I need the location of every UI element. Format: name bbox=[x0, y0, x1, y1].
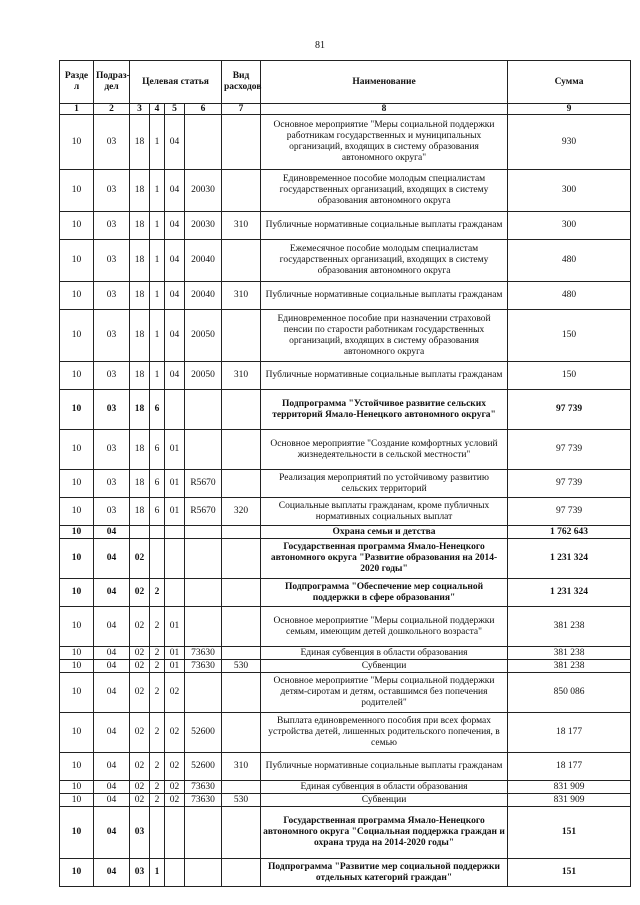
podrazdel-cell: 03 bbox=[94, 430, 130, 470]
name-cell: Субвенции bbox=[261, 794, 508, 807]
program-code-cell: 02 bbox=[130, 673, 150, 713]
razdel-cell: 10 bbox=[60, 240, 94, 282]
direction-code-cell bbox=[185, 859, 222, 887]
podrazdel-cell: 04 bbox=[94, 660, 130, 673]
table-row bbox=[60, 526, 631, 539]
direction-code-cell: 20030 bbox=[185, 212, 222, 240]
table-row bbox=[60, 859, 631, 887]
program-code-cell: 02 bbox=[130, 713, 150, 753]
header-summa: Сумма bbox=[508, 61, 631, 104]
program-code-cell: 02 bbox=[130, 660, 150, 673]
table-row bbox=[60, 170, 631, 212]
subprogram-code-cell: 6 bbox=[150, 498, 165, 526]
expense-type-cell: 320 bbox=[222, 498, 261, 526]
event-code-cell: 01 bbox=[165, 647, 185, 660]
program-code-cell: 18 bbox=[130, 470, 150, 498]
column-number: 5 bbox=[165, 104, 185, 115]
event-code-cell: 02 bbox=[165, 713, 185, 753]
event-code-cell: 02 bbox=[165, 673, 185, 713]
direction-code-cell: 73630 bbox=[185, 660, 222, 673]
direction-code-cell: 20030 bbox=[185, 170, 222, 212]
name-cell: Публичные нормативные социальные выплаты гражданам bbox=[261, 362, 508, 390]
table-row bbox=[60, 673, 631, 713]
program-code-cell: 18 bbox=[130, 170, 150, 212]
amount-cell: 18 177 bbox=[508, 753, 631, 781]
razdel-cell: 10 bbox=[60, 713, 94, 753]
expense-type-cell bbox=[222, 115, 261, 170]
budget-table bbox=[59, 60, 631, 887]
expense-type-cell bbox=[222, 240, 261, 282]
razdel-cell: 10 bbox=[60, 526, 94, 539]
direction-code-cell: R5670 bbox=[185, 470, 222, 498]
event-code-cell: 04 bbox=[165, 282, 185, 310]
table-row bbox=[60, 607, 631, 647]
table-row bbox=[60, 310, 631, 362]
razdel-cell: 10 bbox=[60, 310, 94, 362]
name-cell: Ежемесячное пособие молодым специалистам государственных организаций, входящих в систему образования автономного округа bbox=[261, 240, 508, 282]
column-number: 2 bbox=[94, 104, 130, 115]
table-row bbox=[60, 713, 631, 753]
column-number: 3 bbox=[130, 104, 150, 115]
column-number: 9 bbox=[508, 104, 631, 115]
event-code-cell bbox=[165, 859, 185, 887]
program-code-cell: 18 bbox=[130, 390, 150, 430]
podrazdel-cell: 03 bbox=[94, 212, 130, 240]
name-cell: Охрана семьи и детства bbox=[261, 526, 508, 539]
table-row bbox=[60, 362, 631, 390]
program-code-cell: 18 bbox=[130, 362, 150, 390]
podrazdel-cell: 04 bbox=[94, 579, 130, 607]
expense-type-cell: 310 bbox=[222, 282, 261, 310]
column-number: 1 bbox=[60, 104, 94, 115]
table-body bbox=[60, 115, 631, 887]
subprogram-code-cell: 2 bbox=[150, 713, 165, 753]
direction-code-cell: 52600 bbox=[185, 753, 222, 781]
subprogram-code-cell: 1 bbox=[150, 859, 165, 887]
amount-cell: 850 086 bbox=[508, 673, 631, 713]
amount-cell: 1 231 324 bbox=[508, 579, 631, 607]
expense-type-cell: 530 bbox=[222, 660, 261, 673]
razdel-cell: 10 bbox=[60, 362, 94, 390]
name-cell: Реализация мероприятий по устойчивому развитию сельских территорий bbox=[261, 470, 508, 498]
direction-code-cell bbox=[185, 115, 222, 170]
razdel-cell: 10 bbox=[60, 859, 94, 887]
razdel-cell: 10 bbox=[60, 647, 94, 660]
event-code-cell: 02 bbox=[165, 794, 185, 807]
amount-cell: 97 739 bbox=[508, 498, 631, 526]
expense-type-cell bbox=[222, 647, 261, 660]
page-number: 81 bbox=[315, 40, 325, 51]
razdel-cell: 10 bbox=[60, 660, 94, 673]
event-code-cell: 02 bbox=[165, 753, 185, 781]
podrazdel-cell: 04 bbox=[94, 794, 130, 807]
table-row bbox=[60, 794, 631, 807]
podrazdel-cell: 03 bbox=[94, 498, 130, 526]
name-cell: Выплата единовременного пособия при всех формах устройства детей, лишенных родительского попечения, в семью bbox=[261, 713, 508, 753]
column-number: 7 bbox=[222, 104, 261, 115]
program-code-cell: 02 bbox=[130, 647, 150, 660]
direction-code-cell bbox=[185, 607, 222, 647]
name-cell: Единая субвенция в области образования bbox=[261, 647, 508, 660]
podrazdel-cell: 03 bbox=[94, 115, 130, 170]
razdel-cell: 10 bbox=[60, 390, 94, 430]
amount-cell: 1 762 643 bbox=[508, 526, 631, 539]
amount-cell: 97 739 bbox=[508, 470, 631, 498]
expense-type-cell bbox=[222, 390, 261, 430]
table-row bbox=[60, 430, 631, 470]
amount-cell: 831 909 bbox=[508, 781, 631, 794]
podrazdel-cell: 04 bbox=[94, 753, 130, 781]
name-cell: Основное мероприятие "Создание комфортных условий жизнедеятельности в сельской местности" bbox=[261, 430, 508, 470]
podrazdel-cell: 04 bbox=[94, 859, 130, 887]
event-code-cell bbox=[165, 526, 185, 539]
program-code-cell: 18 bbox=[130, 430, 150, 470]
razdel-cell: 10 bbox=[60, 753, 94, 781]
direction-code-cell bbox=[185, 390, 222, 430]
subprogram-code-cell: 2 bbox=[150, 794, 165, 807]
program-code-cell: 02 bbox=[130, 794, 150, 807]
event-code-cell: 04 bbox=[165, 310, 185, 362]
amount-cell: 381 238 bbox=[508, 647, 631, 660]
direction-code-cell: 20040 bbox=[185, 240, 222, 282]
table-row bbox=[60, 240, 631, 282]
name-cell: Подпрограмма "Развитие мер социальной поддержки отдельных категорий граждан" bbox=[261, 859, 508, 887]
direction-code-cell: 73630 bbox=[185, 794, 222, 807]
podrazdel-cell: 04 bbox=[94, 539, 130, 579]
table-row bbox=[60, 282, 631, 310]
table-row bbox=[60, 390, 631, 430]
event-code-cell bbox=[165, 807, 185, 859]
column-number-row bbox=[60, 104, 631, 115]
name-cell: Подпрограмма "Устойчивое развитие сельских территорий Ямало-Ненецкого автономного округа" bbox=[261, 390, 508, 430]
direction-code-cell: 20040 bbox=[185, 282, 222, 310]
event-code-cell: 01 bbox=[165, 470, 185, 498]
expense-type-cell bbox=[222, 713, 261, 753]
table-row bbox=[60, 781, 631, 794]
expense-type-cell: 310 bbox=[222, 212, 261, 240]
podrazdel-cell: 03 bbox=[94, 170, 130, 212]
razdel-cell: 10 bbox=[60, 212, 94, 240]
expense-type-cell bbox=[222, 859, 261, 887]
program-code-cell: 02 bbox=[130, 607, 150, 647]
column-number: 6 bbox=[185, 104, 222, 115]
podrazdel-cell: 04 bbox=[94, 647, 130, 660]
direction-code-cell bbox=[185, 673, 222, 713]
program-code-cell: 02 bbox=[130, 781, 150, 794]
direction-code-cell bbox=[185, 539, 222, 579]
direction-code-cell bbox=[185, 526, 222, 539]
name-cell: Подпрограмма "Обеспечение мер социальной поддержки в сфере образования" bbox=[261, 579, 508, 607]
name-cell: Основное мероприятие "Меры социальной поддержки работникам государственных и муниципальных организаций, входящих в систему образования автономного округа" bbox=[261, 115, 508, 170]
amount-cell: 151 bbox=[508, 859, 631, 887]
razdel-cell: 10 bbox=[60, 807, 94, 859]
table-row bbox=[60, 807, 631, 859]
razdel-cell: 10 bbox=[60, 498, 94, 526]
razdel-cell: 10 bbox=[60, 470, 94, 498]
name-cell: Публичные нормативные социальные выплаты гражданам bbox=[261, 212, 508, 240]
event-code-cell: 01 bbox=[165, 607, 185, 647]
subprogram-code-cell: 6 bbox=[150, 430, 165, 470]
amount-cell: 480 bbox=[508, 282, 631, 310]
header-celevaya-statya: Целевая статья bbox=[130, 61, 222, 104]
direction-code-cell: 73630 bbox=[185, 647, 222, 660]
table-row bbox=[60, 115, 631, 170]
header-row bbox=[60, 61, 631, 104]
program-code-cell: 02 bbox=[130, 579, 150, 607]
event-code-cell: 04 bbox=[165, 115, 185, 170]
amount-cell: 480 bbox=[508, 240, 631, 282]
event-code-cell bbox=[165, 579, 185, 607]
podrazdel-cell: 03 bbox=[94, 282, 130, 310]
subprogram-code-cell: 1 bbox=[150, 282, 165, 310]
subprogram-code-cell: 2 bbox=[150, 647, 165, 660]
amount-cell: 300 bbox=[508, 170, 631, 212]
expense-type-cell bbox=[222, 579, 261, 607]
subprogram-code-cell: 2 bbox=[150, 753, 165, 781]
razdel-cell: 10 bbox=[60, 607, 94, 647]
subprogram-code-cell: 6 bbox=[150, 390, 165, 430]
razdel-cell: 10 bbox=[60, 539, 94, 579]
podrazdel-cell: 03 bbox=[94, 240, 130, 282]
event-code-cell: 04 bbox=[165, 240, 185, 282]
subprogram-code-cell: 1 bbox=[150, 170, 165, 212]
header-podrazdel: Подраз-дел bbox=[94, 61, 130, 104]
direction-code-cell: 73630 bbox=[185, 781, 222, 794]
program-code-cell: 18 bbox=[130, 282, 150, 310]
name-cell: Единая субвенция в области образования bbox=[261, 781, 508, 794]
subprogram-code-cell bbox=[150, 539, 165, 579]
expense-type-cell bbox=[222, 310, 261, 362]
table-row bbox=[60, 539, 631, 579]
subprogram-code-cell bbox=[150, 807, 165, 859]
amount-cell: 1 231 324 bbox=[508, 539, 631, 579]
event-code-cell: 04 bbox=[165, 170, 185, 212]
razdel-cell: 10 bbox=[60, 579, 94, 607]
expense-type-cell bbox=[222, 539, 261, 579]
amount-cell: 18 177 bbox=[508, 713, 631, 753]
name-cell: Социальные выплаты гражданам, кроме публичных нормативных социальных выплат bbox=[261, 498, 508, 526]
direction-code-cell bbox=[185, 430, 222, 470]
subprogram-code-cell: 2 bbox=[150, 607, 165, 647]
name-cell: Государственная программа Ямало-Ненецкого автономного округа "Развитие образования на 2014-2020 годы" bbox=[261, 539, 508, 579]
expense-type-cell: 310 bbox=[222, 362, 261, 390]
program-code-cell: 02 bbox=[130, 753, 150, 781]
program-code-cell: 18 bbox=[130, 115, 150, 170]
subprogram-code-cell: 2 bbox=[150, 781, 165, 794]
program-code-cell: 03 bbox=[130, 859, 150, 887]
subprogram-code-cell: 1 bbox=[150, 115, 165, 170]
table-row bbox=[60, 647, 631, 660]
amount-cell: 831 909 bbox=[508, 794, 631, 807]
table-row bbox=[60, 753, 631, 781]
amount-cell: 300 bbox=[508, 212, 631, 240]
name-cell: Единовременное пособие молодым специалистам государственных организаций, входящих в систему образования автономного округа bbox=[261, 170, 508, 212]
expense-type-cell bbox=[222, 673, 261, 713]
amount-cell: 930 bbox=[508, 115, 631, 170]
table-row bbox=[60, 470, 631, 498]
program-code-cell: 02 bbox=[130, 539, 150, 579]
name-cell: Публичные нормативные социальные выплаты гражданам bbox=[261, 282, 508, 310]
name-cell: Основное мероприятие "Меры социальной поддержки детям-сиротам и детям, оставшимся без попечения родителей" bbox=[261, 673, 508, 713]
razdel-cell: 10 bbox=[60, 781, 94, 794]
razdel-cell: 10 bbox=[60, 430, 94, 470]
program-code-cell: 03 bbox=[130, 807, 150, 859]
amount-cell: 381 238 bbox=[508, 660, 631, 673]
column-number: 4 bbox=[150, 104, 165, 115]
expense-type-cell bbox=[222, 781, 261, 794]
direction-code-cell bbox=[185, 807, 222, 859]
program-code-cell: 18 bbox=[130, 498, 150, 526]
razdel-cell: 10 bbox=[60, 170, 94, 212]
table-row bbox=[60, 660, 631, 673]
expense-type-cell bbox=[222, 526, 261, 539]
event-code-cell: 01 bbox=[165, 498, 185, 526]
subprogram-code-cell: 2 bbox=[150, 673, 165, 713]
expense-type-cell bbox=[222, 430, 261, 470]
direction-code-cell bbox=[185, 579, 222, 607]
subprogram-code-cell: 2 bbox=[150, 579, 165, 607]
podrazdel-cell: 03 bbox=[94, 310, 130, 362]
column-number: 8 bbox=[261, 104, 508, 115]
name-cell: Единовременное пособие при назначении страховой пенсии по старости работникам государственных организаций, входящих в систему образования автономного округа bbox=[261, 310, 508, 362]
table-row bbox=[60, 579, 631, 607]
podrazdel-cell: 03 bbox=[94, 362, 130, 390]
event-code-cell bbox=[165, 390, 185, 430]
event-code-cell: 04 bbox=[165, 212, 185, 240]
amount-cell: 97 739 bbox=[508, 390, 631, 430]
podrazdel-cell: 04 bbox=[94, 713, 130, 753]
podrazdel-cell: 03 bbox=[94, 390, 130, 430]
event-code-cell: 04 bbox=[165, 362, 185, 390]
subprogram-code-cell: 1 bbox=[150, 362, 165, 390]
razdel-cell: 10 bbox=[60, 115, 94, 170]
razdel-cell: 10 bbox=[60, 794, 94, 807]
subprogram-code-cell: 1 bbox=[150, 240, 165, 282]
header-naimenovanie: Наименование bbox=[261, 61, 508, 104]
name-cell: Государственная программа Ямало-Ненецкого автономного округа "Социальная поддержка граждан и охрана труда на 2014-2020 годы" bbox=[261, 807, 508, 859]
amount-cell: 150 bbox=[508, 310, 631, 362]
expense-type-cell bbox=[222, 607, 261, 647]
event-code-cell: 01 bbox=[165, 430, 185, 470]
event-code-cell: 01 bbox=[165, 660, 185, 673]
subprogram-code-cell: 1 bbox=[150, 212, 165, 240]
amount-cell: 151 bbox=[508, 807, 631, 859]
expense-type-cell: 310 bbox=[222, 753, 261, 781]
header-razdel: Разде л bbox=[60, 61, 94, 104]
amount-cell: 97 739 bbox=[508, 430, 631, 470]
direction-code-cell: 20050 bbox=[185, 362, 222, 390]
name-cell: Публичные нормативные социальные выплаты гражданам bbox=[261, 753, 508, 781]
razdel-cell: 10 bbox=[60, 282, 94, 310]
podrazdel-cell: 03 bbox=[94, 470, 130, 498]
program-code-cell: 18 bbox=[130, 212, 150, 240]
header-vid-rashodov: Вид расходов bbox=[222, 61, 261, 104]
direction-code-cell: R5670 bbox=[185, 498, 222, 526]
podrazdel-cell: 04 bbox=[94, 526, 130, 539]
amount-cell: 150 bbox=[508, 362, 631, 390]
program-code-cell bbox=[130, 526, 150, 539]
expense-type-cell bbox=[222, 807, 261, 859]
podrazdel-cell: 04 bbox=[94, 607, 130, 647]
podrazdel-cell: 04 bbox=[94, 807, 130, 859]
table-row bbox=[60, 498, 631, 526]
event-code-cell bbox=[165, 539, 185, 579]
expense-type-cell: 530 bbox=[222, 794, 261, 807]
direction-code-cell: 52600 bbox=[185, 713, 222, 753]
subprogram-code-cell: 2 bbox=[150, 660, 165, 673]
table-row bbox=[60, 212, 631, 240]
expense-type-cell bbox=[222, 170, 261, 212]
name-cell: Субвенции bbox=[261, 660, 508, 673]
event-code-cell: 02 bbox=[165, 781, 185, 794]
razdel-cell: 10 bbox=[60, 673, 94, 713]
direction-code-cell: 20050 bbox=[185, 310, 222, 362]
podrazdel-cell: 04 bbox=[94, 673, 130, 713]
amount-cell: 381 238 bbox=[508, 607, 631, 647]
subprogram-code-cell bbox=[150, 526, 165, 539]
program-code-cell: 18 bbox=[130, 310, 150, 362]
subprogram-code-cell: 6 bbox=[150, 470, 165, 498]
expense-type-cell bbox=[222, 470, 261, 498]
subprogram-code-cell: 1 bbox=[150, 310, 165, 362]
podrazdel-cell: 04 bbox=[94, 781, 130, 794]
program-code-cell: 18 bbox=[130, 240, 150, 282]
name-cell: Основное мероприятие "Меры социальной поддержки семьям, имеющим детей дошкольного возраста" bbox=[261, 607, 508, 647]
